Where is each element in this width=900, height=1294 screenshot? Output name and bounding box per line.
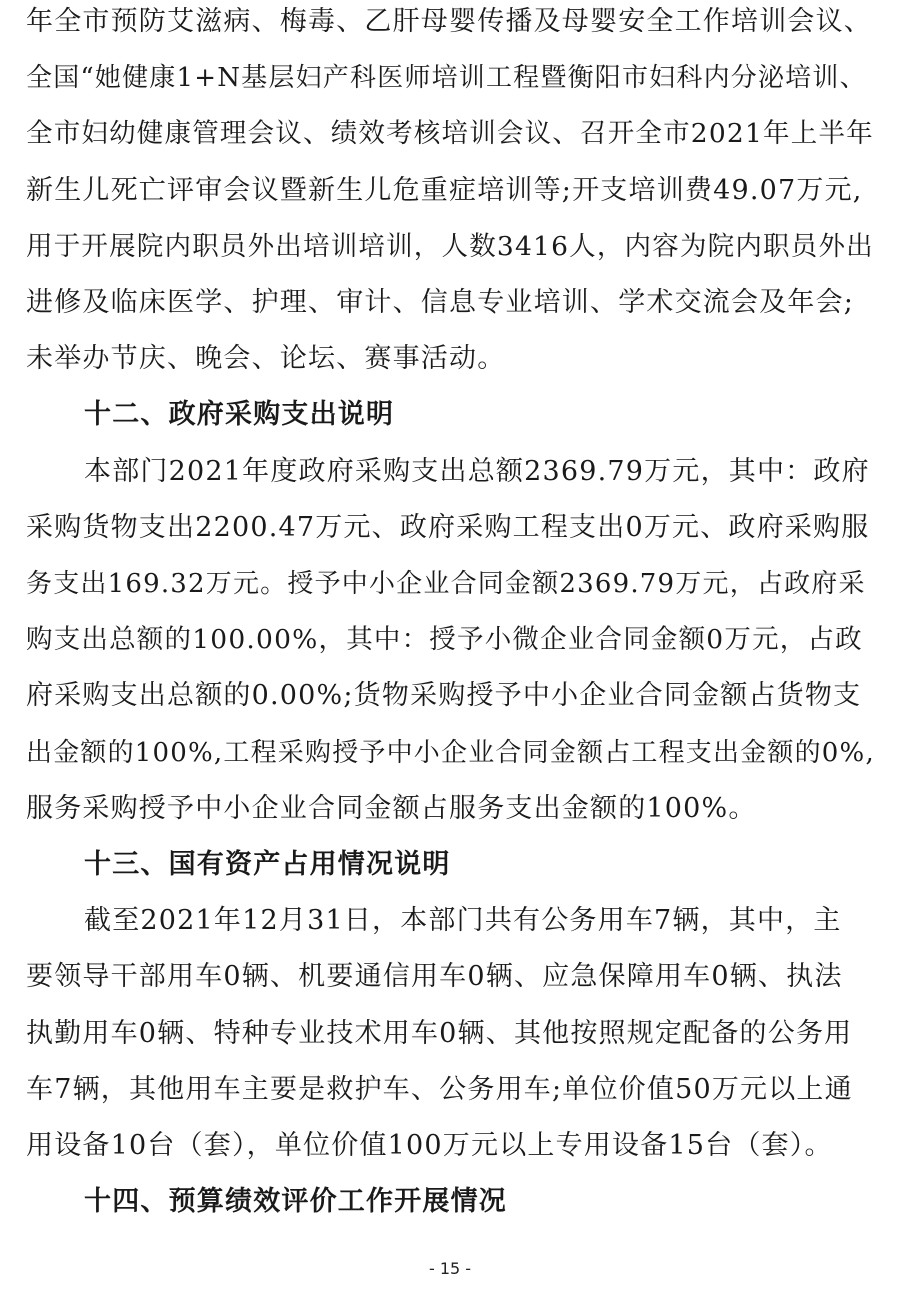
assets-line-2: 要领导干部用车0辆、机要通信用车0辆、应急保障用车0辆、执法 <box>26 961 843 993</box>
paragraph-1-line-5: 用于开展院内职员外出培训培训，人数3416人，内容为院内职员外出 <box>26 230 874 262</box>
procurement-line-4: 购支出总额的100.00%，其中：授予小微企业合同金额0万元，占政 <box>26 624 863 656</box>
page-number: - 15 - <box>428 1259 472 1278</box>
assets-line-3: 执勤用车0辆、特种专业技术用车0辆、其他按照规定配备的公务用 <box>26 1017 853 1049</box>
procurement-line-1: 本部门2021年度政府采购支出总额2369.79万元，其中：政府 <box>84 455 870 487</box>
assets-line-1: 截至2021年12月31日，本部门共有公务用车7辆，其中，主 <box>84 905 842 937</box>
procurement-line-6: 出金额的100%,工程采购授予中小企业合同金额占工程支出金额的0%, <box>26 737 875 768</box>
assets-line-4: 车7辆，其他用车主要是救护车、公务用车;单位价值50万元以上通 <box>26 1073 853 1105</box>
assets-line-5: 用设备10台（套），单位价值100万元以上专用设备15台（套）。 <box>26 1130 833 1161</box>
procurement-line-5: 府采购支出总额的0.00%;货物采购授予中小企业合同金额占货物支 <box>26 680 862 712</box>
paragraph-1-line-4: 新生儿死亡评审会议暨新生儿危重症培训等;开支培训费49.07万元, <box>26 174 863 206</box>
procurement-line-2: 采购货物支出2200.47万元、政府采购工程支出0万元、政府采购服 <box>26 511 870 543</box>
paragraph-1-line-6: 进修及临床医学、护理、审计、信息专业培训、学术交流会及年会; <box>26 287 855 318</box>
paragraph-1-line-1: 年全市预防艾滋病、梅毒、乙肝母婴传播及母婴安全工作培训会议、 <box>26 6 872 37</box>
section-heading-13: 十三、国有资产占用情况说明 <box>84 849 451 880</box>
procurement-line-3: 务支出169.32万元。授予中小企业合同金额2369.79万元，占政府采 <box>26 569 866 599</box>
paragraph-1-line-2: 全国“她健康1+N基层妇产科医师培训工程暨衡阳市妇科内分泌培训、 <box>26 63 867 94</box>
section-heading-14: 十四、预算绩效评价工作开展情况 <box>84 1186 507 1218</box>
paragraph-1-line-7: 未举办节庆、晚会、论坛、赛事活动。 <box>26 343 506 375</box>
section-heading-12: 十二、政府采购支出说明 <box>84 399 395 431</box>
paragraph-1-line-3: 全市妇幼健康管理会议、绩效考核培训会议、召开全市2021年上半年 <box>26 118 874 150</box>
procurement-line-7: 服务采购授予中小企业合同金额占服务支出金额的100%。 <box>26 792 757 824</box>
